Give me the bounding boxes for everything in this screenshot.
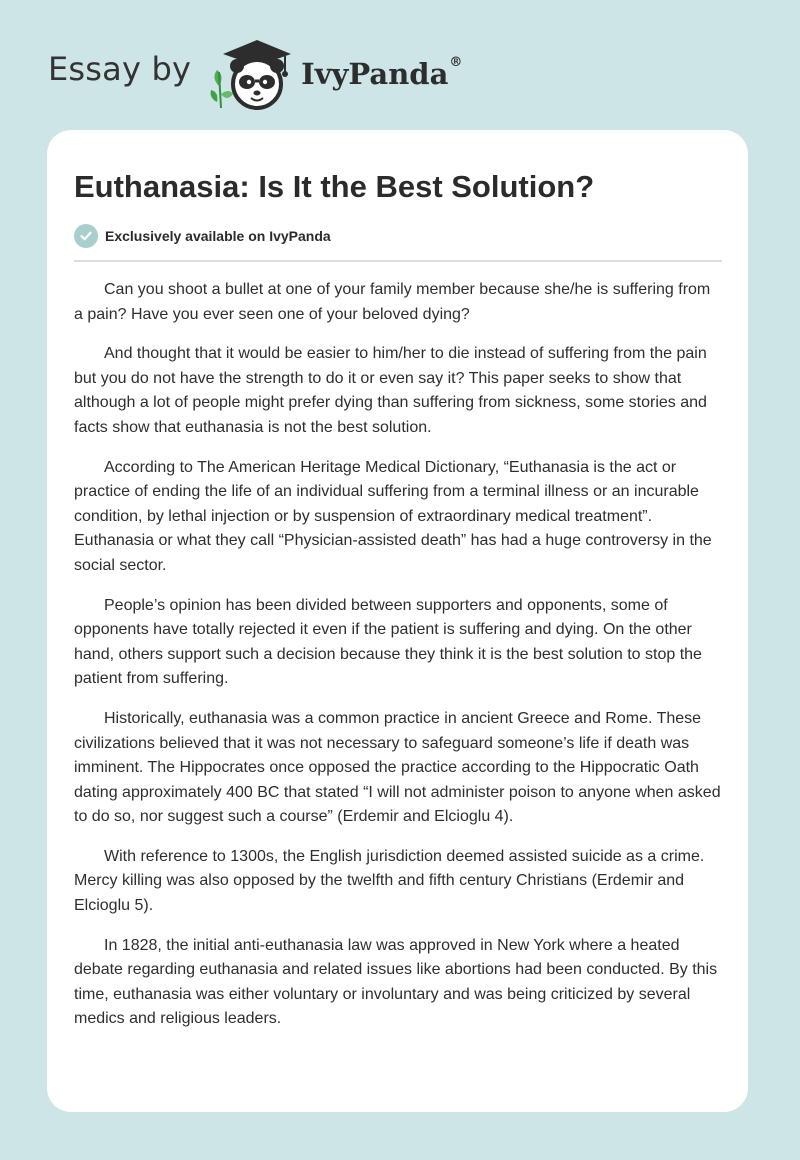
- brand-text: IvyPanda: [301, 57, 449, 91]
- paragraph: In 1828, the initial anti-euthanasia law was approved in New York where a heated debate regarding euthanasia and related issues like abortions had been conducted. By this time, euthanasia was either voluntary or involuntary and was being criticized by several medics and religious leaders.: [74, 936, 718, 1028]
- check-circle-icon: [74, 224, 98, 248]
- paragraph: People’s opinion has been divided between supporters and opponents, some of opponents have totally rejected it even if the patient is suffering and dying. On the other hand, others support such a decision because they think it is the best solution to stop the patient from suffering.: [74, 596, 702, 688]
- page-title: Euthanasia: Is It the Best Solution?: [74, 169, 595, 204]
- essay-card: [47, 130, 748, 1112]
- exclusive-label: Exclusively available on IvyPanda: [105, 228, 331, 244]
- registered-mark: ®: [449, 55, 463, 70]
- paragraph: Historically, euthanasia was a common practice in ancient Greece and Rome. These civilizations believed that it was not necessary to safeguard someone’s life if death was imminent. The Hippocrates once opposed the practice according to the Hippocratic Oath dating approximately 400 BC that stated “I will not administer poison to anyone when asked to do so, nor suggest such a course” (Erdemir and Elcioglu 4).: [74, 709, 721, 826]
- panda-graduation-cap-icon[interactable]: [205, 32, 297, 112]
- paragraph: And thought that it would be easier to him/her to die instead of suffering from the pain but you do not have the strength to do it or even say it? This paper seeks to show that although a lot of people might prefer dying than suffering from sickness, some stories and facts show that euthanasia is not the best solution.: [74, 345, 707, 436]
- brand-name[interactable]: [301, 57, 462, 91]
- site-header: [48, 30, 462, 114]
- paragraph: With reference to 1300s, the English jurisdiction deemed assisted suicide as a crime. Mercy killing was also opposed by the twelfth and fifth century Christians (Erdemir and Elcioglu 5).: [74, 847, 705, 915]
- essay-by-label: Essay by: [48, 50, 192, 88]
- essay-body: [74, 278, 722, 1032]
- exclusive-badge: [74, 224, 722, 248]
- paragraph: According to The American Heritage Medical Dictionary, “Euthanasia is the act or practice of ending the life of an individual suffering from a terminal illness or an incurable condition, by lethal injection or by suspension of extraordinary medical treatment”. Euthanasia or what they call “Physician-assisted death” has had a huge controversy in the social sector.: [74, 458, 712, 574]
- paragraph: Can you shoot a bullet at one of your family member because she/he is suffering from a pain? Have you ever seen one of your beloved dying?: [74, 281, 711, 323]
- divider: [74, 260, 722, 262]
